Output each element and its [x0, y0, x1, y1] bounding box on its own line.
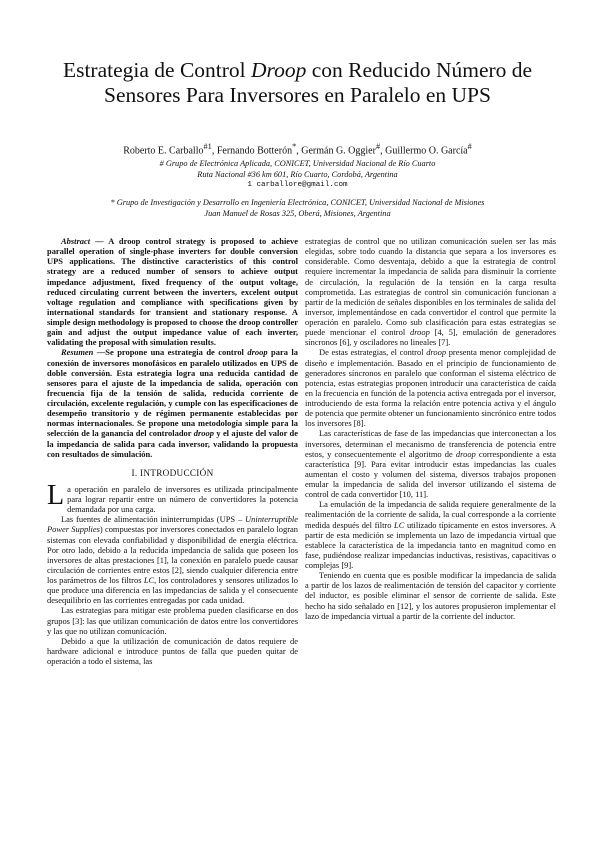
abstract-text: — A droop control strategy is proposed to achieve parallel operation of single-phase inverters for double conversion UPS applications. The distinctive caracteristics of this control strategy are a reduced number of sensors to achieve output impedance adjustment, fixed frequency of the output voltage, reduced circulating current between the inverters, excelent output voltage regulation and compliance with specifications given by international standards for transient and stationary response. A simple design methodology is proposed to choose the droop controller gain and adjust the output impedance value of each inverter, validating the proposal with simulation results. — [47, 236, 298, 348]
author-mark: # — [375, 142, 381, 151]
abstract-label: Abstract — [61, 236, 91, 246]
right-p1-text-a: estrategias de control que no utilizan comunicación suelen ser las más elegidas, sobre todo cuando la distancia que separa a los inversores es considerable. Como desventaja, debido a que la estrategia de control requiere incrementar la impedancia de salida para disminuir la corriente de circulación, la regulación de la tensión en la carga resulta comprometida. Las estrategias de control sin comunicación funcionan a partir de la medición de señales disponibles en los terminales de salida del inversor, implementándose en cada convertidor el control que permite la operación en paralelo. Como sub clasificación para estas estrategias se puede mencionar el control — [305, 236, 556, 338]
affiliation-1 — [40, 158, 555, 191]
right-paragraph-1 — [305, 236, 556, 347]
right-column — [305, 236, 556, 621]
resumen-label: Resumen — [61, 347, 94, 358]
resumen-paragraph — [47, 347, 298, 458]
affiliation-1-line-1: # Grupo de Electrónica Aplicada, CONICET, Universidad Nacional de Río Cuarto — [159, 159, 436, 168]
right-p4-text-b: utilizado típicamente en estos inversores. A partir de esta medición se implementa un lazo de impedancia virtual que establece la característica de la impedancia tanto en magnitud como en fase, pudiéndose realizar impedancias inductivas, resistivas, capacitivas o complejas [9]. — [305, 519, 556, 570]
author-name: Guillermo O. García — [385, 145, 468, 157]
intro-p1-text: a operación en paralelo de inversores es utilizada principalmente para lograr repartir entre un número de convertidores la potencia demandada por una carga. — [67, 483, 298, 515]
right-p1-italic: droop — [409, 327, 430, 338]
right-p4-text-a: La emulación de la impedancia de salida requiere generalmente de la realimentación de la corriente de salida, la cual corresponde a la corriente medida después del filtro — [305, 499, 556, 530]
right-p3-italic: droop — [455, 448, 476, 459]
affiliation-2-line-1: * Grupo de Investigación y Desarrollo en Ingeniería Electrónica, CONICET, Universidad Nacional de Misiones — [110, 198, 485, 207]
right-p2-italic: droop — [426, 347, 447, 358]
author-mark: # — [467, 142, 472, 151]
resumen-text-b: para la conexión de inversores monofásicos en paralelo utilizados en UPS de doble conversión. Esta estrategia logra una reducida cantidad de sensores para el ajuste de la impedancia de salida, operación con frecuencia fija de la tensión de salida, reducida corriente de circulación, excelente regulación, y cumple con las especificaciones de desempeño transitorio y de régimen permanente establecidas por normas internacionales. Se propone una metodología simple para la selección de la ganancia del controlador — [47, 347, 298, 439]
intro-paragraph-3: Las estrategias para mitigar este problema pueden clasificarse en dos grupos [3]: las que utilizan comunicación de datos entre los convertidores y las que no utilizan comunicación. — [47, 605, 298, 636]
resumen-text-a: —Se propone una estrategia de control — [93, 347, 248, 358]
intro-p2-text-c: , los controladores y sensores utilizados lo que produce una diferencia en las impedancias de salida y el consecuente desequilibrio en las corrientes entregadas por cada unidad. — [47, 575, 298, 606]
affiliation-2-line-2: Juan Manuel de Rosas 325, Oberá, Misiones, Argentina — [204, 209, 391, 218]
resumen-italic-a: droop — [247, 347, 268, 358]
paper-title — [60, 58, 535, 108]
right-paragraph-2 — [305, 347, 556, 428]
right-p2-text-a: De estas estrategias, el control — [319, 347, 427, 358]
right-p2-text-b: presenta menor complejidad de diseño e implementación. Basado en el principio de funcionamiento de generadores síncronos en paralelo que conforman el sistema eléctrico de potencia, estas estrategias proponen introducir una característica de caída en la frecuencia en función de la potencia activa entregada por el inversor, introduciendo de esta forma la relación entre potencia activa y el ángulo de potencia que permite obtener un funcionamiento sincrónico entre todos los inversores [8]. — [305, 347, 556, 429]
intro-paragraph-4: Debido a que la utilización de comunicación de datos requiere de hardware adicional e introduce puntos de falla que pueden quitar de operación a todo el sistema, las — [47, 635, 298, 666]
author-name: Fernando Botterón — [216, 145, 293, 157]
author-email: 1 carballore@gmail.com — [247, 181, 348, 189]
drop-cap: L — [47, 479, 65, 511]
right-paragraph-4 — [305, 499, 556, 570]
title-part-1: Estrategia de Control — [62, 58, 252, 82]
resumen-italic-b: droop — [193, 428, 214, 439]
right-p3-text-b: correspondiente a esta característica [9]. Para evitar introducir estas impedancias las cuales aumentan el costo y volumen del sistema, diversos trabajos proponen emular la impedancia de salida del inversor utilizando el sistema de control de cada convertidor [10, 11]. — [305, 448, 557, 500]
author-name: Roberto E. Carballo — [123, 145, 204, 157]
resumen-text-c: y el ajuste del valor de la impedancia de salida para cada inversor, validando la propuesta con resultados de simulación. — [47, 428, 298, 459]
intro-p2-italic-lc: LC — [143, 575, 155, 585]
right-paragraph-3 — [305, 428, 556, 499]
intro-p2-text-a: Las fuentes de alimentación ininterrumpidas (UPS – — [61, 514, 246, 525]
right-p1-text-b: [4, 5], emulación de generadores síncronos [6], y osciladores no lineales [7]. — [305, 327, 556, 348]
right-p3-text-a: Las características de fase de las impedancias que interconectan a los inversores, determinan el mecanismo de transferencia de potencia entre estos, y consecuentemente el algoritmo de — [305, 428, 556, 459]
title-part-2: con Reducido Número de Sensores Para Inversores en Paralelo en UPS — [104, 58, 533, 107]
right-paragraph-5: Teniendo en cuenta que es posible modificar la impedancia de salida a partir de los lazos de realimentación de tensión del capacitor y corriente del inductor, es posible eliminar el sensor de corriente de salida. Este hecho ha sido señalado en [12], y los autores propusieron implementar el lazo de impedancia virtual a partir de la corriente del inductor. — [305, 570, 556, 621]
author-list: Roberto E. Carballo$^{\#1}$, Fernando Botterón*, Germán G. Oggier#, Guillermo O. García# — [123, 142, 472, 157]
intro-p2-italic: Uninterruptible Power Supplies — [47, 514, 298, 535]
intro-paragraph-2 — [47, 514, 298, 605]
author-name: Germán G. Oggier — [301, 145, 376, 157]
affiliation-2 — [40, 197, 555, 219]
author-mark: #1 — [203, 142, 212, 151]
right-p4-italic: LC — [394, 519, 405, 530]
title-italic-droop: Droop — [251, 58, 307, 82]
author-mark: * — [292, 142, 297, 151]
abstract-paragraph — [47, 236, 298, 347]
intro-p2-text-b: ) compuestas por inversores conectados en paralelo logran sistemas con elevada confiabilidad y disponibilidad de energía eléctrica. Por otro lado, debido a la reducida impedancia de salida que poseen los inversores de altas prestaciones [1], la conexión en paralelo puede causar circulación de corrientes entre estos [2], siendo cualquier diferencia entre los parámetros de los filtros — [47, 524, 298, 585]
section-heading-introduccion: I. INTRODUCCIÓN — [131, 467, 214, 478]
left-column — [47, 236, 298, 666]
intro-paragraph-1 — [47, 479, 298, 515]
affiliation-1-line-2: Ruta Nacional #36 km 601, Río Cuarto, Cordobá, Argentina — [197, 170, 398, 179]
